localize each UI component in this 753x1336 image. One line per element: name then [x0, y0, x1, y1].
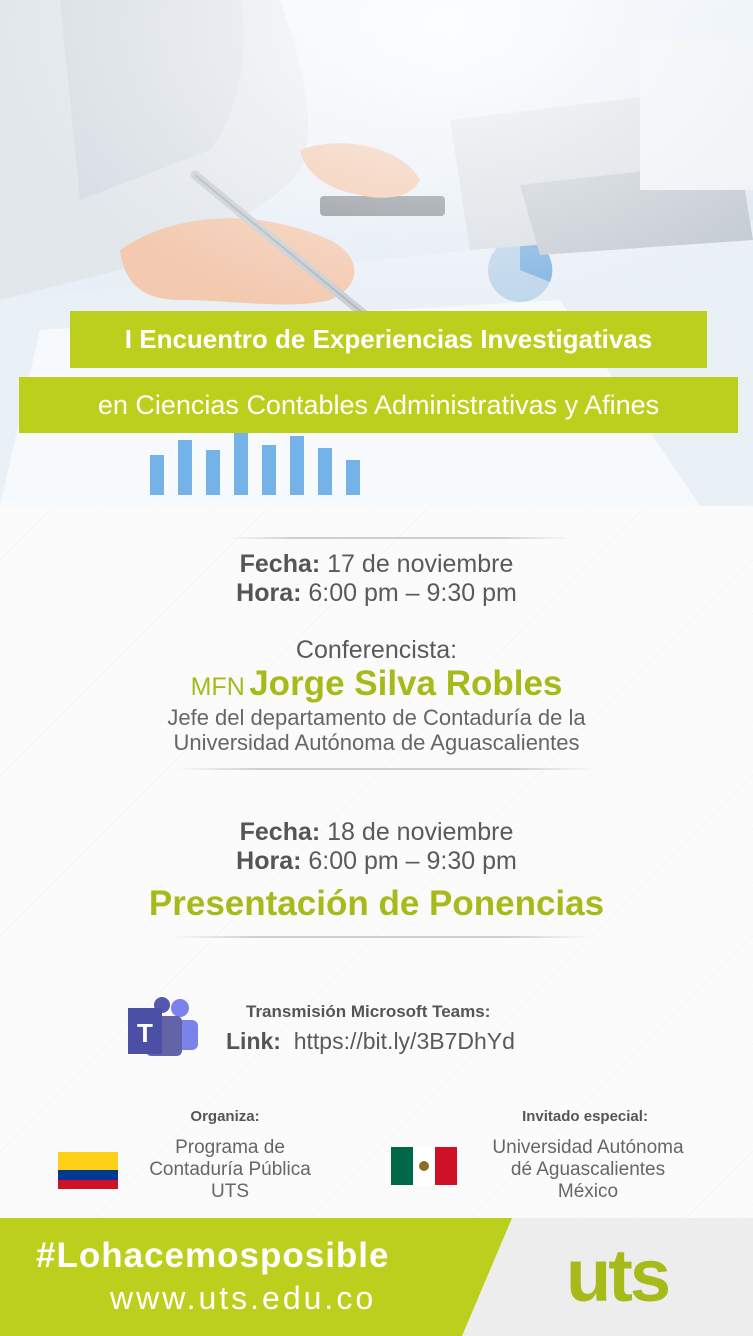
hora-value: 6:00 pm – 9:30 pm — [308, 847, 517, 875]
link-label: Link: — [226, 1028, 281, 1054]
footer — [0, 1218, 753, 1336]
event-title-line-1: I Encuentro de Experiencias Investigativas — [70, 311, 707, 368]
fecha-value: 18 de noviembre — [327, 818, 514, 846]
divider — [175, 768, 597, 770]
event2-title: Presentación de Ponencias — [148, 884, 605, 923]
event1-hora — [0, 579, 753, 608]
event2-fecha — [0, 818, 753, 847]
colombia-flag-icon — [58, 1152, 118, 1189]
speaker-name: Jorge Silva Robles — [249, 664, 563, 703]
mexico-flag-icon — [391, 1147, 457, 1185]
organiza-line-2: Contaduría Pública — [149, 1159, 311, 1180]
teams-link-row — [226, 1028, 515, 1055]
teams-heading: Transmisión Microsoft Teams: — [246, 1002, 491, 1021]
organiza-line-3: UTS — [211, 1181, 249, 1202]
fecha-label: Fecha: — [239, 818, 321, 846]
speaker-prefix: MFN — [190, 673, 245, 701]
event2-hora — [0, 847, 753, 876]
divider — [225, 537, 571, 539]
event-title-line-2: en Ciencias Contables Administrativas y Afines — [19, 377, 738, 433]
divider — [170, 936, 592, 938]
fecha-label: Fecha: — [239, 550, 321, 578]
invitado-line-3: México — [557, 1181, 619, 1202]
invitado-line-2: dé Aguascalientes — [510, 1159, 666, 1180]
hero-image — [0, 0, 753, 506]
hashtag: #Lohacemosposible — [36, 1236, 390, 1275]
event1-fecha — [0, 550, 753, 579]
speaker-role-line-2: Universidad Autónoma de Aguascalientes — [173, 730, 580, 755]
organiza-line-1: Programa de — [175, 1137, 285, 1158]
teams-link[interactable]: https://bit.ly/3B7DhYd — [293, 1028, 515, 1054]
hora-value: 6:00 pm – 9:30 pm — [308, 579, 517, 607]
organiza-heading: Organiza: — [190, 1108, 260, 1125]
svg-text:T: T — [137, 1018, 153, 1048]
hora-label: Hora: — [236, 579, 302, 607]
hora-label: Hora: — [236, 847, 302, 875]
speaker-role-line-1: Jefe del departamento de Contaduría de la — [167, 705, 586, 730]
invitado-heading: Invitado especial: — [522, 1108, 648, 1125]
fecha-value: 17 de noviembre — [327, 550, 514, 578]
invitado-line-1: Universidad Autónoma — [492, 1137, 684, 1158]
speaker-heading: Conferencista: — [295, 636, 458, 664]
speaker — [0, 664, 753, 704]
website-link[interactable]: www.uts.edu.co — [110, 1280, 377, 1316]
uts-logo: uts — [566, 1234, 668, 1317]
microsoft-teams-icon — [128, 996, 200, 1062]
